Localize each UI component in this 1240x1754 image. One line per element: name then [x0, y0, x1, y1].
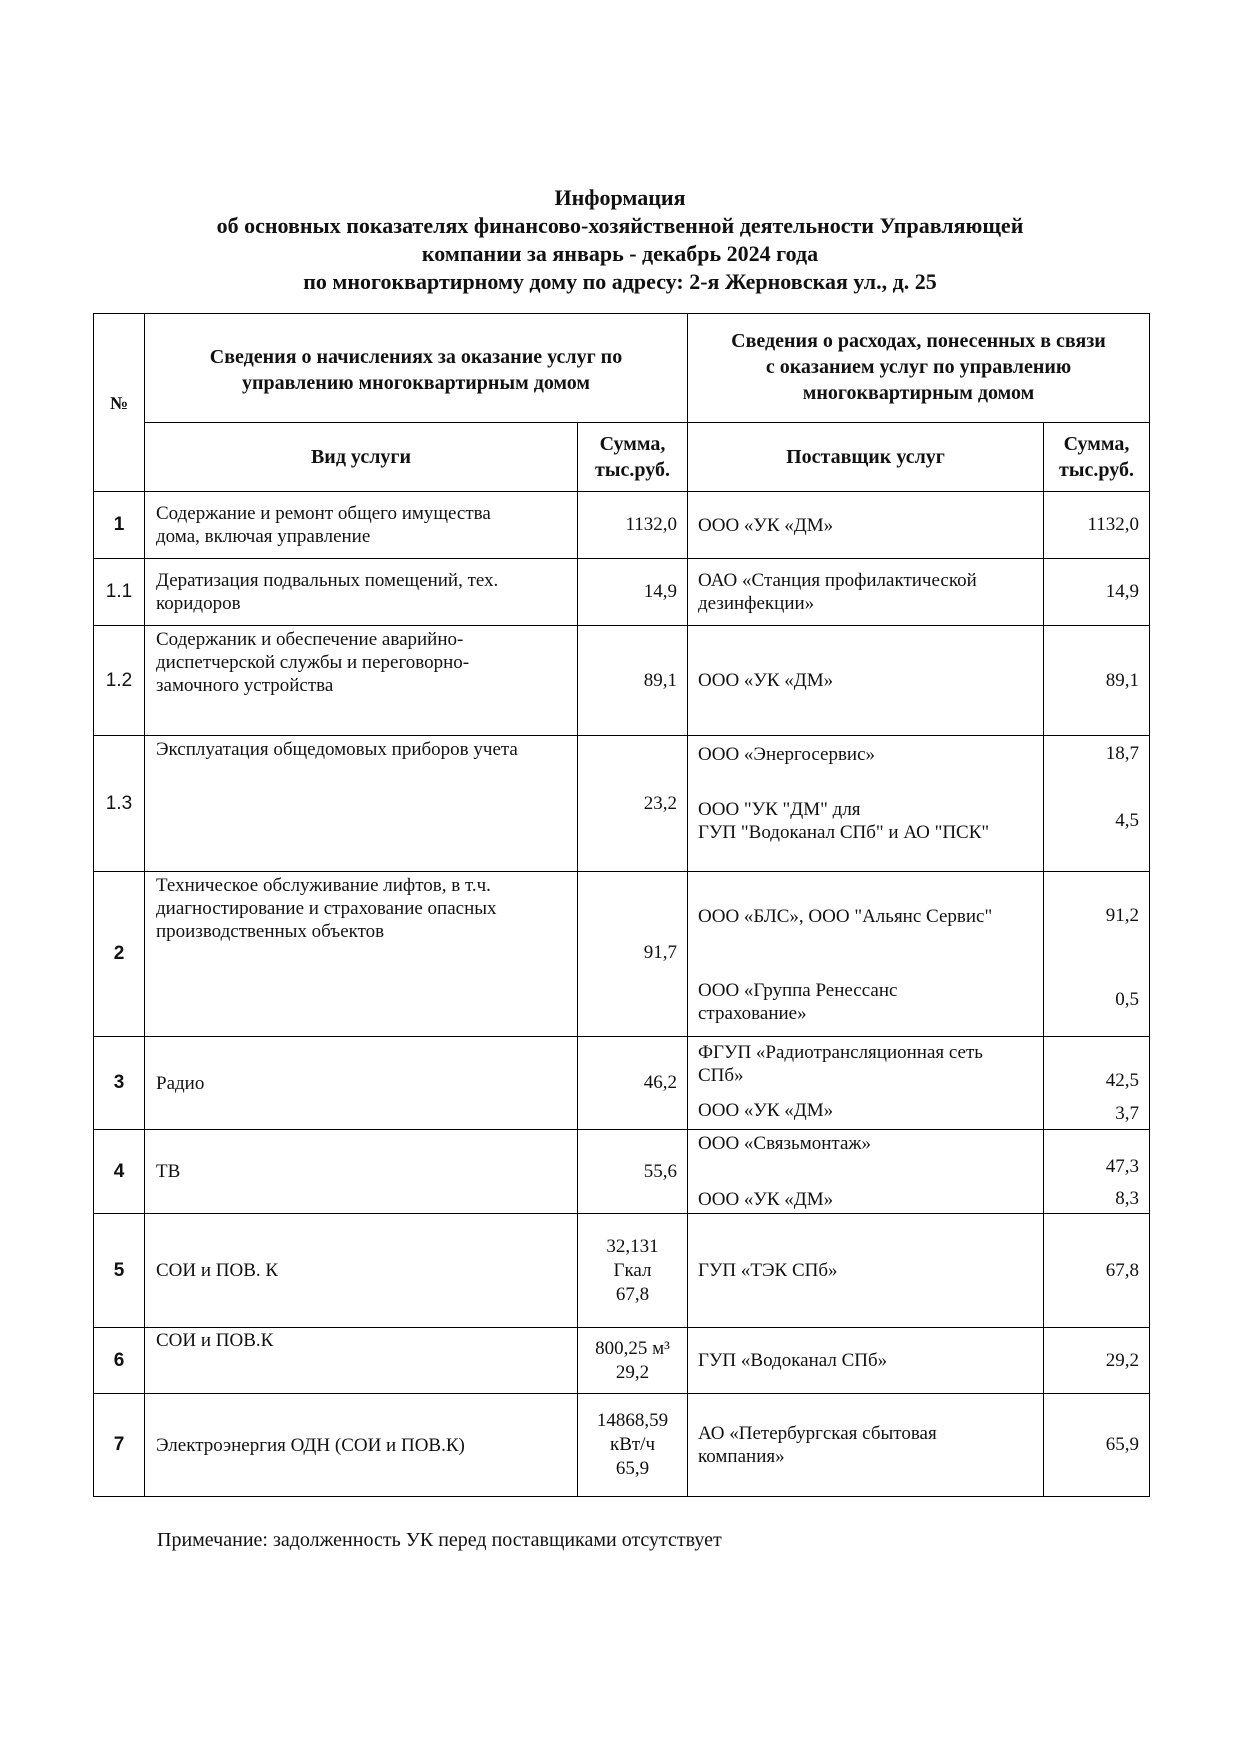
service-line: коридоров	[156, 593, 241, 614]
accruals-header-line: Сведения о начислениях за оказание услуг по	[209, 346, 623, 368]
supplier-sum-cell: 67,8	[1044, 1214, 1150, 1328]
document-title	[92, 184, 1148, 296]
row-number: 1	[94, 492, 145, 559]
supplier-line: ООО «УК «ДМ»	[698, 1189, 834, 1210]
row-number: 1.1	[94, 559, 145, 626]
table-row	[94, 1214, 1150, 1328]
sum-line: кВт/ч	[609, 1434, 656, 1455]
sum-header-line: Сумма,	[599, 433, 666, 455]
sum-line: 14868,59	[596, 1410, 669, 1431]
expenses-header-line: с оказанием услуг по управлению	[765, 356, 1072, 378]
supplier-line: ООО «Группа Ренессанс	[698, 980, 898, 1001]
supplier-cell: ООО «УК «ДМ»	[688, 626, 1044, 736]
sum-cell: 55,6	[578, 1130, 688, 1214]
supplier-line: компания»	[698, 1446, 785, 1467]
service-line: замочного устройства	[156, 675, 334, 696]
table-row	[94, 1328, 1150, 1394]
sum-value: 91,7	[643, 942, 677, 963]
sum-line: 800,25 м³	[595, 1337, 670, 1359]
sum-cell: 23,2	[578, 736, 688, 872]
supplier-line: АО «Петербургская сбытовая	[698, 1423, 937, 1444]
service-cell	[145, 872, 578, 1037]
service-line: диагностирование и страхование опасных	[156, 898, 497, 919]
service-line: Содержаник и обеспечение аварийно-	[156, 629, 464, 650]
service-line: производственных объектов	[156, 921, 385, 942]
supplier-line: ООО «БЛС», ООО "Альянс Сервис"	[698, 906, 993, 927]
sum-cell: 46,2	[578, 1037, 688, 1130]
supplier-cell	[688, 1130, 1044, 1214]
expenses-header-line: Сведения о расходах, понесенных в связи	[731, 330, 1106, 352]
service-cell: СОИ и ПОВ. К	[145, 1214, 578, 1328]
supplier-cell	[688, 1037, 1044, 1130]
sum-header-line: тыс.руб.	[1059, 459, 1134, 481]
service-line: диспетчерской службы и переговорно-	[156, 652, 470, 673]
supplier-cell	[688, 559, 1044, 626]
number-header: №	[94, 314, 145, 492]
supplier-sum-value: 18,7	[1105, 743, 1140, 764]
service-cell	[145, 626, 578, 736]
service-line: Техническое обслуживание лифтов, в т.ч.	[156, 875, 491, 896]
subheader-row	[94, 423, 1150, 492]
supplier-sum-cell	[1044, 1037, 1150, 1130]
supplier-sum-cell	[1044, 872, 1150, 1037]
supplier-line: дезинфекции»	[698, 593, 815, 614]
supplier-line: СПб»	[698, 1065, 744, 1086]
table-row	[94, 872, 1150, 1037]
service-line: Содержание и ремонт общего имущества	[156, 503, 491, 524]
row-number: 5	[94, 1214, 145, 1328]
row-number: 2	[94, 872, 145, 1037]
supplier-sum-cell: 1132,0	[1044, 492, 1150, 559]
supplier-line: ООО «Связьмонтаж»	[698, 1133, 872, 1154]
supplier-sum-value: 0,5	[1115, 989, 1140, 1010]
supplier-line: ООО «Энергосервис»	[698, 744, 876, 765]
service-type-header: Вид услуги	[145, 423, 578, 492]
sum-line: 32,131	[606, 1235, 659, 1257]
supplier-cell: ГУП «ТЭК СПб»	[688, 1214, 1044, 1328]
table-row	[94, 736, 1150, 872]
supplier-sum-value: 3,7	[1115, 1103, 1140, 1124]
supplier-sum-cell: 14,9	[1044, 559, 1150, 626]
supplier-cell	[688, 736, 1044, 872]
supplier-sum-cell	[1044, 1130, 1150, 1214]
sum-line: 65,9	[615, 1458, 650, 1479]
table-row	[94, 626, 1150, 736]
sum-cell: 14,9	[578, 559, 688, 626]
title-line-4: по многоквартирному дому по адресу: 2-я Жерновская ул., д. 25	[303, 269, 937, 294]
sum-line: Гкал	[613, 1259, 652, 1281]
service-cell: СОИ и ПОВ.К	[145, 1328, 578, 1394]
table-row	[94, 559, 1150, 626]
sum-cell	[578, 1328, 688, 1394]
supplier-cell: ГУП «Водоканал СПб»	[688, 1328, 1044, 1394]
service-cell: Радио	[145, 1037, 578, 1130]
accruals-header	[145, 314, 688, 423]
expenses-header-line: многоквартирным домом	[802, 382, 1035, 404]
service-line: дома, включая управление	[156, 526, 371, 547]
supplier-sum-cell: 29,2	[1044, 1328, 1150, 1394]
service-cell: ТВ	[145, 1130, 578, 1214]
supplier-sum-value: 4,5	[1115, 810, 1140, 831]
row-number: 4	[94, 1130, 145, 1214]
supplier-sum-value: 42,5	[1105, 1070, 1140, 1091]
supplier-line: ФГУП «Радиотрансляционная сеть	[698, 1042, 983, 1063]
accruals-header-line: управлению многоквартирным домом	[241, 372, 591, 394]
sum-cell	[578, 1394, 688, 1497]
supplier-cell: ООО «УК «ДМ»	[688, 492, 1044, 559]
table-row	[94, 1130, 1150, 1214]
row-number: 3	[94, 1037, 145, 1130]
service-cell: Электроэнергия ОДН (СОИ и ПОВ.К)	[145, 1394, 578, 1497]
supplier-sum-header	[1044, 423, 1150, 492]
supplier-sum-value: 8,3	[1115, 1188, 1140, 1209]
service-cell	[145, 492, 578, 559]
supplier-line: ООО "УК "ДМ" для	[698, 799, 861, 820]
supplier-header: Поставщик услуг	[688, 423, 1044, 492]
supplier-sum-cell	[1044, 736, 1150, 872]
supplier-sum-cell: 89,1	[1044, 626, 1150, 736]
supplier-line: ООО «УК «ДМ»	[698, 1100, 834, 1121]
title-line-1: Информация	[554, 185, 686, 210]
table-row	[94, 1394, 1150, 1497]
sum-header-line: тыс.руб.	[595, 459, 670, 481]
sum-cell	[578, 872, 688, 1037]
supplier-sum-value: 47,3	[1105, 1156, 1140, 1177]
supplier-cell	[688, 1394, 1044, 1497]
title-line-2: об основных показателях финансово-хозяйственной деятельности Управляющей	[216, 213, 1024, 238]
sum-cell: 89,1	[578, 626, 688, 736]
service-line: Дератизация подвальных помещений, тех.	[156, 570, 499, 591]
expenses-header	[688, 314, 1150, 423]
supplier-cell	[688, 872, 1044, 1037]
table-row	[94, 1037, 1150, 1130]
row-number: 1.3	[94, 736, 145, 872]
footnote: Примечание: задолженность УК перед поставщиками отсутствует	[157, 1529, 722, 1551]
sum-line: 67,8	[615, 1283, 650, 1305]
sum-cell: 1132,0	[578, 492, 688, 559]
sum-header-line: Сумма,	[1063, 433, 1130, 455]
row-number: 7	[94, 1394, 145, 1497]
row-number: 1.2	[94, 626, 145, 736]
title-line-3: компании за январь - декабрь 2024 года	[421, 241, 819, 266]
supplier-sum-cell: 65,9	[1044, 1394, 1150, 1497]
supplier-line: страхование»	[698, 1003, 807, 1024]
table-row	[94, 492, 1150, 559]
sum-cell	[578, 1214, 688, 1328]
financial-table	[93, 313, 1149, 1497]
service-cell	[145, 559, 578, 626]
sum-header	[578, 423, 688, 492]
service-cell: Эксплуатация общедомовых приборов учета	[145, 736, 578, 872]
sum-line: 29,2	[615, 1361, 650, 1383]
supplier-sum-value: 91,2	[1105, 905, 1140, 926]
supplier-line: ГУП "Водоканал СПб" и АО "ПСК"	[698, 822, 990, 843]
header-row	[94, 314, 1150, 423]
supplier-line: ОАО «Станция профилактической	[698, 570, 977, 591]
row-number: 6	[94, 1328, 145, 1394]
